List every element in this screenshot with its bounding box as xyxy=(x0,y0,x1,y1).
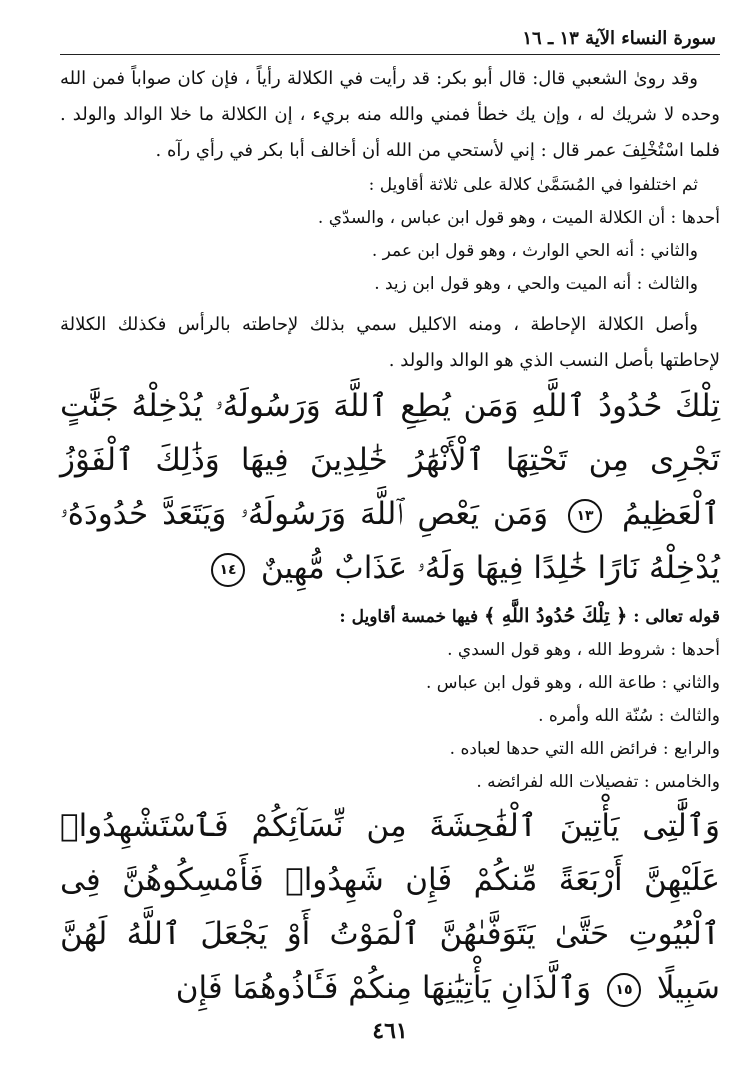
verse-text: تِلْكَ حُدُودُ ٱللَّهِ وَمَن يُطِعِ ٱللَّهَ وَرَسُولَهُۥ يُدْخِلْهُ جَنَّٰتٍ تَجْرِى مِن تَحْتِهَا ٱلْأَنْهَٰرُ خَٰلِدِينَ فِيهَا وَذَٰلِكَ ٱلْفَوْزُ ٱلْعَظِيمُ xyxy=(60,388,721,532)
document-page xyxy=(60,20,720,1050)
page-title: سورة النساء الآية ١٣ ـ ١٦ xyxy=(522,28,716,49)
verse-text: وَٱلَّذَانِ يَأْتِيَٰنِهَا مِنكُمْ فَـَٔاذُوهُمَا فَإِن xyxy=(175,970,592,1006)
kalala-list xyxy=(60,169,720,301)
list-item: والثالث : سُنّة الله وأمره . xyxy=(538,706,720,726)
hudud-intro xyxy=(60,599,720,634)
intro-paragraph: وقد روىٰ الشعبي قال: قال أبو بكر: قد رأيت في الكلالة رأياً ، فإن كان صواباً فمن الله وحده لا شريك له ، وإن يك خطأ فمني والله منه بريء ، إن الكلالة ما خلا الوالد والولد . فلما اسْتُخْلِفَ عمر قال : إني لأستحي من الله أن أخالف أبا بكر في رأي رآه . xyxy=(60,68,720,161)
verse-15-16 xyxy=(60,799,720,1015)
list-item: أحدها : شروط الله ، وهو قول السدي . xyxy=(447,640,720,660)
page-number: ٤٦١ xyxy=(372,1018,408,1044)
page-header xyxy=(60,20,720,55)
ayah-number-mark: ١٤ xyxy=(211,553,245,587)
ayah-number-mark: ١٣ xyxy=(568,499,602,533)
kalala-list-intro: ثم اختلفوا في المُسَمَّىٰ كلالة على ثلاثة أقاويل : xyxy=(368,175,698,195)
list-item: والخامس : تفصيلات الله لفرائضه . xyxy=(476,772,720,792)
verse-text: وَمَن يَعْصِ ٱللَّهَ وَرَسُولَهُۥ وَيَتَعَدَّ حُدُودَهُۥ يُدْخِلْهُ نَارًا خَٰلِدًا فِيهَا وَلَهُۥ عَذَابٌ مُّهِينٌ xyxy=(60,496,720,586)
verse-text: وَٱلَّٰتِى يَأْتِينَ ٱلْفَٰحِشَةَ مِن نِّسَآئِكُمْ فَٱسْتَشْهِدُوا۟ عَلَيْهِنَّ أَرْبَعَةً مِّنكُمْ فَإِن شَهِدُوا۟ فَأَمْسِكُوهُنَّ فِى ٱلْبُيُوتِ حَتَّىٰ يَتَوَفَّىٰهُنَّ ٱلْمَوْتُ أَوْ يَجْعَلَ ٱللَّهُ لَهُنَّ سَبِيلًا xyxy=(60,808,720,1006)
quran-quote: ﴿ تِلْكَ حُدُودُ اللَّهِ ﴾ xyxy=(484,605,628,627)
verse-13-14 xyxy=(60,379,720,595)
list-item: والرابع : فرائض الله التي حدها لعباده . xyxy=(449,739,720,759)
list-item: والثاني : طاعة الله ، وهو قول ابن عباس . xyxy=(425,673,720,693)
origin-paragraph: وأصل الكلالة الإحاطة ، ومنه الاكليل سمي بذلك لإحاطته بالرأس فكذلك الكلالة لإحاطتها بأصل النسب الذي هو الوالد والولد . xyxy=(60,314,720,371)
ayah-number-mark: ١٥ xyxy=(607,973,641,1007)
list-item: والثالث : أنه الميت والحي ، وهو قول ابن زيد . xyxy=(374,274,698,294)
list-item: أحدها : أن الكلالة الميت ، وهو قول ابن عباس ، والسدّي . xyxy=(317,208,720,228)
hudud-intro-before: قوله تعالى : xyxy=(633,607,720,627)
list-item: والثاني : أنه الحي الوارث ، وهو قول ابن عمر . xyxy=(371,241,698,261)
hudud-intro-after: فيها خمسة أقاويل : xyxy=(339,607,479,627)
hudud-list xyxy=(60,634,720,799)
